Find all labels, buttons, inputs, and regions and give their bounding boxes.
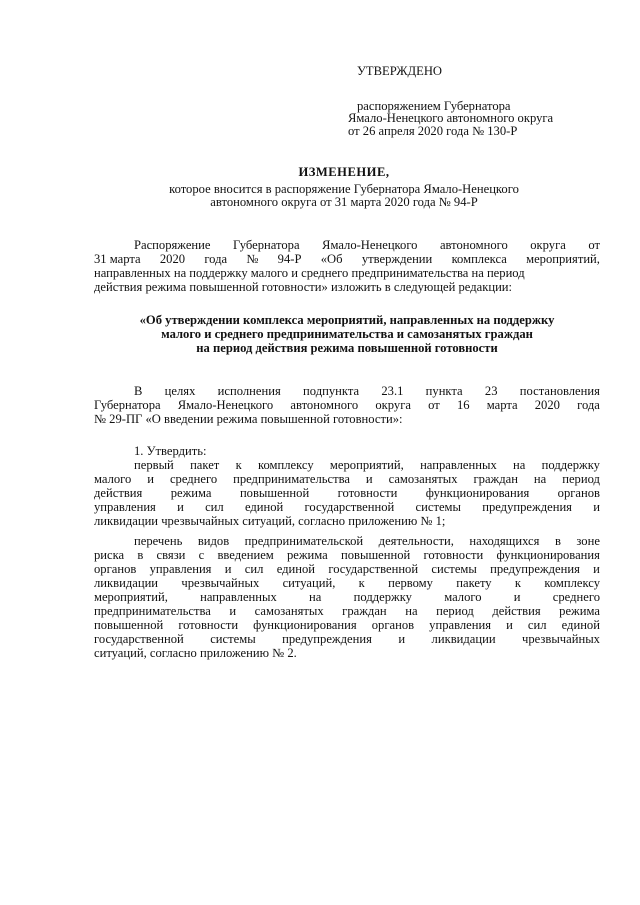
- word: предпринимательства: [94, 604, 211, 618]
- word: органов: [94, 562, 137, 576]
- word: риска: [94, 548, 125, 562]
- preamble-line-3: № 29-ПГ «О введении режима повышенной готовности»:: [94, 412, 403, 426]
- approval-line-3: от 26 апреля 2020 года № 130-Р: [348, 124, 518, 138]
- word: ликвидации: [431, 632, 496, 646]
- word: №: [246, 252, 259, 266]
- preamble-line-2: [94, 398, 600, 412]
- word: режима: [170, 486, 212, 500]
- word: поддержку: [353, 590, 412, 604]
- word: поддержку: [541, 458, 600, 472]
- item-1-p2-line: [134, 534, 600, 548]
- word: комплексу: [544, 576, 600, 590]
- word: системы: [210, 632, 256, 646]
- word: единой: [561, 618, 600, 632]
- word: с: [198, 548, 205, 562]
- word: и: [229, 604, 237, 618]
- item-1-p2-line: [94, 604, 600, 618]
- intro-line-3: направленных на поддержку малого и среднего предпринимательства на период: [94, 266, 525, 280]
- word: управления: [149, 562, 212, 576]
- word: период: [436, 604, 474, 618]
- word: управления: [429, 618, 492, 632]
- word: чрезвычайных: [522, 632, 600, 646]
- word: направленных: [420, 458, 497, 472]
- word: и: [147, 472, 155, 486]
- word: зоне: [576, 534, 600, 548]
- word: года: [204, 252, 228, 266]
- word: мероприятий,: [526, 252, 600, 266]
- word: чрезвычайных: [181, 576, 260, 590]
- word: на: [309, 590, 322, 604]
- document-title: ИЗМЕНЕНИЕ,: [298, 165, 390, 179]
- word: малого: [94, 472, 132, 486]
- word: повышенной: [341, 548, 411, 562]
- word: пакет: [190, 458, 220, 472]
- word: системы: [415, 500, 461, 514]
- word: и: [398, 632, 406, 646]
- word: пункта: [425, 384, 463, 398]
- item-1-p1-line: [94, 486, 600, 500]
- word: функционирования: [496, 548, 600, 562]
- word: на: [533, 472, 547, 486]
- title-subline-1: которое вносится в распоряжение Губернатора Ямало-Ненецкого: [169, 182, 519, 196]
- word: связи: [156, 548, 186, 562]
- new-title-line-1: «Об утверждении комплекса мероприятий, направленных на поддержку: [139, 313, 555, 327]
- word: государственной: [94, 632, 184, 646]
- word: на: [513, 458, 526, 472]
- item-1-p2-line: [94, 576, 600, 590]
- word: комплекса: [451, 252, 507, 266]
- word: от: [588, 238, 600, 252]
- word: первому: [388, 576, 433, 590]
- word: 2020: [534, 398, 560, 412]
- word: среднего: [552, 590, 600, 604]
- word: ликвидации: [94, 576, 159, 590]
- word: 16: [456, 398, 470, 412]
- word: Ямало-Ненецкого: [322, 238, 418, 252]
- word: от: [428, 398, 440, 412]
- word: комплексу: [257, 458, 314, 472]
- item-1-p1-line: [94, 500, 600, 514]
- word: и: [513, 590, 521, 604]
- word: повышенной: [239, 486, 310, 500]
- word: режима: [286, 548, 328, 562]
- intro-line-2: [94, 252, 600, 266]
- word: марта: [486, 398, 518, 412]
- word: системы: [431, 562, 477, 576]
- word: сил: [244, 562, 264, 576]
- word: подпункта: [303, 384, 360, 398]
- word: к: [235, 458, 242, 472]
- word: в: [137, 548, 144, 562]
- word: органов: [371, 618, 415, 632]
- word: перечень: [134, 534, 183, 548]
- word: единой: [244, 500, 284, 514]
- item-1-p2-last-line: ситуаций, согласно приложению № 2.: [94, 646, 297, 660]
- item-1-p2-line: [94, 590, 600, 604]
- word: В: [134, 384, 143, 398]
- approval-line-2: Ямало-Ненецкого автономного округа: [348, 111, 554, 125]
- word: управления: [94, 500, 156, 514]
- word: видов: [197, 534, 230, 548]
- word: автономного: [439, 238, 508, 252]
- word: находящихся: [469, 534, 540, 548]
- word: года: [577, 398, 600, 412]
- word: Распоряжение: [134, 238, 211, 252]
- word: сил: [527, 618, 547, 632]
- item-1-p1-line: [134, 458, 600, 472]
- word: ситуаций,: [282, 576, 336, 590]
- word: функционирования: [253, 618, 357, 632]
- word: малого: [444, 590, 482, 604]
- word: утверждении: [361, 252, 433, 266]
- word: и: [593, 500, 600, 514]
- new-title-line-3: на период действия режима повышенной готовности: [196, 341, 498, 355]
- word: готовности: [423, 548, 484, 562]
- intro-line-1: [134, 238, 600, 252]
- word: действия: [94, 486, 143, 500]
- word: к: [514, 576, 522, 590]
- word: предупреждения: [282, 632, 372, 646]
- word: единой: [276, 562, 316, 576]
- word: предпринимательства: [233, 472, 350, 486]
- word: действия: [492, 604, 541, 618]
- word: первый: [134, 458, 174, 472]
- word: 94-Р: [277, 252, 302, 266]
- word: и: [593, 562, 600, 576]
- word: округа: [530, 238, 566, 252]
- word: сил: [205, 500, 224, 514]
- word: исполнения: [217, 384, 281, 398]
- word: органов: [557, 486, 600, 500]
- word: постановления: [519, 384, 600, 398]
- word: 23.1: [381, 384, 404, 398]
- word: мероприятий,: [94, 590, 168, 604]
- item-1-p2-line: [94, 632, 600, 646]
- word: и: [365, 472, 373, 486]
- item-1-p2-line: [94, 562, 600, 576]
- word: государственной: [304, 500, 395, 514]
- word: предупреждения: [482, 500, 572, 514]
- word: режима: [559, 604, 600, 618]
- word: 23: [484, 384, 498, 398]
- word: на: [405, 604, 418, 618]
- word: и: [177, 500, 184, 514]
- word: граждан: [342, 604, 387, 618]
- item-1-p2-line: [94, 548, 600, 562]
- word: граждан: [473, 472, 518, 486]
- word: мероприятий,: [329, 458, 404, 472]
- word: направленных: [200, 590, 277, 604]
- new-title-line-2: малого и среднего предпринимательства и самозанятых граждан: [161, 327, 533, 341]
- item-1-p1-line: [94, 472, 600, 486]
- item-1-p2-line: [94, 618, 600, 632]
- word: самозанятых: [254, 604, 324, 618]
- word: «Об: [320, 252, 343, 266]
- word: в: [554, 534, 561, 548]
- word: период: [562, 472, 600, 486]
- word: предупреждения: [490, 562, 580, 576]
- word: введением: [217, 548, 274, 562]
- word: повышенной: [94, 618, 164, 632]
- preamble-line-1: [134, 384, 600, 398]
- word: округа: [375, 398, 411, 412]
- word: государственной: [328, 562, 419, 576]
- approval-line-1: распоряжением Губернатора: [357, 99, 511, 113]
- word: 2020: [159, 252, 186, 266]
- word: к: [358, 576, 365, 590]
- intro-line-4: действия режима повышенной готовности» изложить в следующей редакции:: [94, 280, 513, 294]
- word: функционирования: [425, 486, 530, 500]
- approval-heading: УТВЕРЖДЕНО: [357, 64, 443, 78]
- item-1-heading: 1. Утвердить:: [134, 444, 207, 458]
- word: целях: [164, 384, 196, 398]
- word: готовности: [178, 618, 239, 632]
- word: готовности: [337, 486, 398, 500]
- word: самозанятых: [388, 472, 458, 486]
- word: и: [506, 618, 513, 632]
- word: пакету: [456, 576, 492, 590]
- word: предпринимательской: [244, 534, 364, 548]
- word: автономного: [290, 398, 359, 412]
- item-1-p1-last-line: ликвидации чрезвычайных ситуаций, согласно приложению № 1;: [94, 514, 446, 528]
- word: Губернатора: [232, 238, 300, 252]
- word: деятельности,: [378, 534, 454, 548]
- word: среднего: [169, 472, 218, 486]
- word: 31 марта: [94, 252, 141, 266]
- word: Ямало-Ненецкого: [177, 398, 274, 412]
- title-subline-2: автономного округа от 31 марта 2020 года № 94-Р: [210, 195, 478, 209]
- word: Губернатора: [94, 398, 161, 412]
- word: и: [224, 562, 232, 576]
